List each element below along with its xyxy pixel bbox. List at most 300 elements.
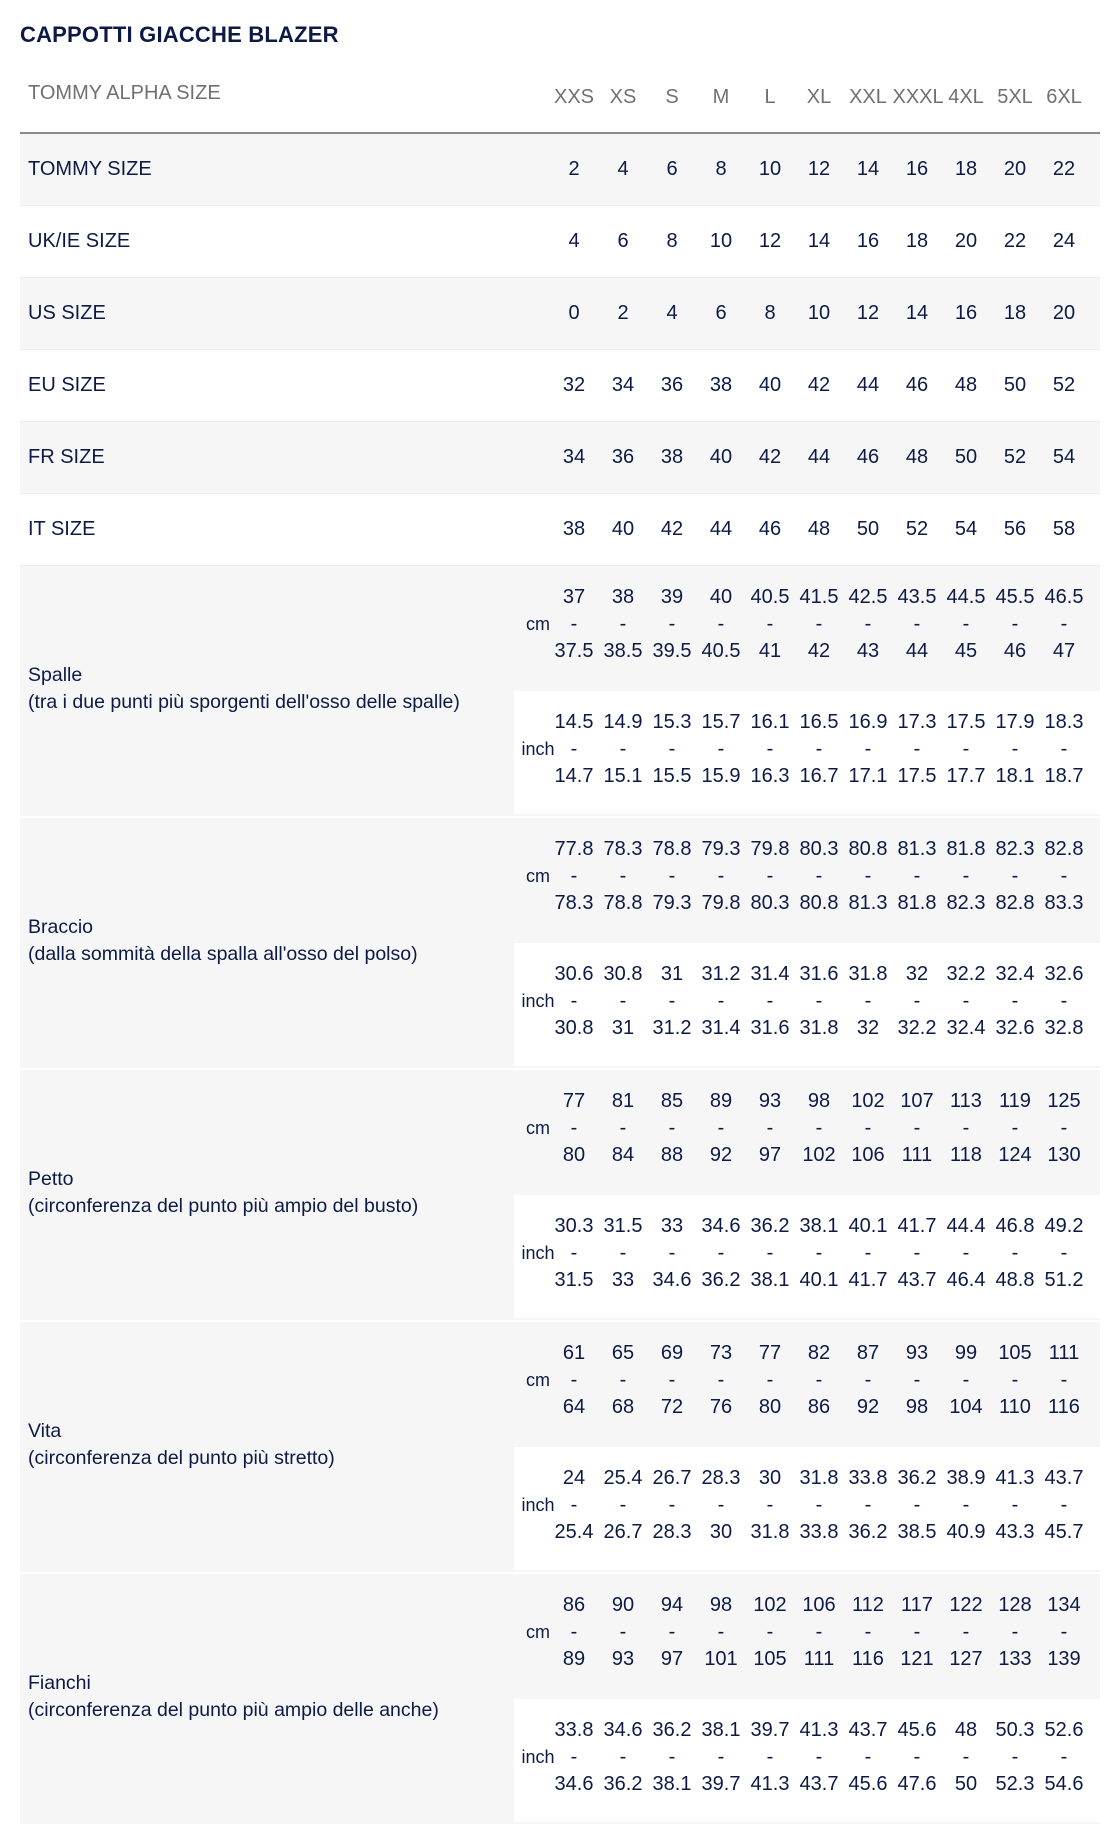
range-from: 33: [660, 1215, 684, 1237]
range-to: 17.5: [897, 765, 937, 787]
range-dash: -: [815, 865, 823, 887]
range-dash: -: [815, 738, 823, 760]
unit-label: cm: [526, 1118, 550, 1138]
range-cell: [795, 1465, 844, 1546]
range-from: 31.4: [750, 963, 790, 985]
range-cell: [648, 709, 697, 790]
range-from: 87: [856, 1342, 880, 1364]
range-to: 14.7: [554, 765, 594, 787]
size-cell: 16: [856, 230, 880, 252]
size-cell: 52: [1003, 446, 1027, 468]
range-to: 86: [807, 1396, 831, 1418]
size-cell: 46: [758, 518, 782, 540]
range-dash: -: [1011, 1494, 1019, 1516]
range-to: 64: [562, 1396, 586, 1418]
range-dash: -: [717, 1494, 725, 1516]
size-header-row: [20, 56, 1100, 135]
range-dash: -: [815, 1621, 823, 1643]
range-cell: [893, 584, 942, 665]
range-cell: [893, 1340, 942, 1421]
range-cell: [991, 1717, 1040, 1798]
range-dash: -: [1060, 1621, 1068, 1643]
range-cell: [648, 1465, 697, 1546]
range-to: 127: [949, 1648, 983, 1670]
size-cell: 16: [954, 302, 978, 324]
range-cell: [795, 1340, 844, 1421]
range-cell: [648, 1088, 697, 1169]
range-from: 32.2: [946, 963, 986, 985]
range-from: 36.2: [652, 1719, 692, 1741]
range-from: 17.5: [946, 711, 986, 733]
size-row: [20, 350, 1100, 422]
range-from: 40.1: [848, 1215, 888, 1237]
range-from: 122: [949, 1594, 983, 1616]
range-to: 133: [998, 1648, 1032, 1670]
range-dash: -: [766, 1242, 774, 1264]
range-from: 38.9: [946, 1467, 986, 1489]
size-cell: 44: [856, 374, 880, 396]
range-from: 79.3: [701, 838, 741, 860]
range-cell: [599, 836, 648, 917]
range-from: 77: [758, 1342, 782, 1364]
range-cell: [599, 1088, 648, 1169]
range-cell: [599, 1465, 648, 1546]
range-to: 41.3: [750, 1773, 790, 1795]
range-to: 83.3: [1044, 892, 1084, 914]
range-from: 42.5: [848, 586, 888, 608]
range-from: 46.5: [1044, 586, 1084, 608]
range-cell: [893, 1213, 942, 1294]
range-to: 124: [998, 1144, 1032, 1166]
range-dash: -: [717, 1117, 725, 1139]
range-from: 32.4: [995, 963, 1035, 985]
range-to: 16.7: [799, 765, 839, 787]
range-from: 31: [660, 963, 684, 985]
measurement-block: [20, 566, 1100, 816]
range-to: 79.8: [701, 892, 741, 914]
range-dash: -: [815, 613, 823, 635]
range-to: 139: [1047, 1648, 1081, 1670]
range-to: 38.1: [750, 1269, 790, 1291]
range-to: 31.8: [799, 1017, 839, 1039]
range-from: 113: [950, 1090, 982, 1112]
range-from: 39.7: [750, 1719, 790, 1741]
range-cell: [697, 709, 746, 790]
range-from: 82.3: [995, 838, 1035, 860]
size-cell: 8: [666, 230, 678, 252]
size-cell: 10: [709, 230, 733, 252]
range-to: 81.3: [848, 892, 888, 914]
range-dash: -: [1060, 865, 1068, 887]
range-from: 50.3: [995, 1719, 1035, 1741]
size-cell: 34: [611, 374, 635, 396]
range-from: 18.3: [1044, 711, 1084, 733]
unit-label: inch: [521, 1243, 555, 1263]
range-from: 44.4: [946, 1215, 986, 1237]
range-cell: [550, 1717, 599, 1798]
range-dash: -: [815, 990, 823, 1012]
range-cell: [795, 1088, 844, 1169]
range-cell: [746, 1465, 795, 1546]
range-cell: [550, 1088, 599, 1169]
range-from: 82.8: [1044, 838, 1084, 860]
range-cell: [697, 1717, 746, 1798]
range-dash: -: [913, 990, 921, 1012]
range-to: 17.7: [946, 765, 986, 787]
range-from: 25.4: [603, 1467, 643, 1489]
range-to: 25.4: [554, 1521, 594, 1543]
range-to: 15.1: [603, 765, 643, 787]
range-dash: -: [1011, 613, 1019, 635]
range-to: 41: [758, 640, 782, 662]
range-from: 111: [1048, 1342, 1080, 1364]
range-from: 117: [901, 1594, 933, 1616]
range-cell: [991, 1088, 1040, 1169]
range-dash: -: [668, 865, 676, 887]
range-cell: [844, 584, 893, 665]
range-dash: -: [864, 1242, 872, 1264]
range-dash: -: [570, 1369, 578, 1391]
range-to: 80: [758, 1396, 782, 1418]
size-cell: 6: [715, 302, 727, 324]
range-to: 76: [709, 1396, 733, 1418]
range-dash: -: [766, 1369, 774, 1391]
range-dash: -: [1011, 865, 1019, 887]
size-cell: 36: [611, 446, 635, 468]
range-cell: [991, 709, 1040, 790]
unit-label: cm: [526, 866, 550, 886]
range-dash: -: [962, 1117, 970, 1139]
range-from: 81.8: [946, 838, 986, 860]
range-to: 36.2: [848, 1521, 888, 1543]
unit-row-inch: [514, 943, 1100, 1066]
range-dash: -: [815, 1746, 823, 1768]
range-from: 98: [709, 1594, 733, 1616]
range-dash: -: [1060, 738, 1068, 760]
range-to: 98: [905, 1396, 929, 1418]
range-to: 32.6: [995, 1017, 1035, 1039]
range-to: 97: [660, 1648, 684, 1670]
range-dash: -: [913, 613, 921, 635]
range-dash: -: [864, 1494, 872, 1516]
range-dash: -: [1011, 1369, 1019, 1391]
range-from: 37: [562, 586, 586, 608]
range-to: 36.2: [701, 1269, 741, 1291]
range-to: 38.5: [603, 640, 643, 662]
range-dash: -: [962, 613, 970, 635]
range-cell: [942, 1717, 991, 1798]
row-label: EU SIZE: [28, 374, 106, 396]
range-to: 82.8: [995, 892, 1035, 914]
range-to: 34.6: [554, 1773, 594, 1795]
range-dash: -: [864, 865, 872, 887]
range-to: 17.1: [848, 765, 888, 787]
range-to: 38.1: [652, 1773, 692, 1795]
measurement-label: [28, 914, 508, 968]
header-size-6xl: 6XL: [1046, 86, 1082, 108]
range-from: 38.1: [701, 1719, 741, 1741]
range-dash: -: [717, 990, 725, 1012]
range-to: 32: [856, 1017, 880, 1039]
range-from: 31.2: [701, 963, 741, 985]
range-from: 102: [851, 1090, 885, 1112]
range-cell: [844, 961, 893, 1042]
unit-label: cm: [526, 1370, 550, 1390]
range-from: 33.8: [554, 1719, 594, 1741]
range-cell: [844, 1592, 893, 1673]
range-dash: -: [766, 1746, 774, 1768]
range-cell: [550, 961, 599, 1042]
range-cell: [648, 1340, 697, 1421]
range-to: 43.3: [995, 1521, 1035, 1543]
range-to: 33: [611, 1269, 635, 1291]
range-dash: -: [619, 1242, 627, 1264]
measurement-block: [20, 1322, 1100, 1572]
range-dash: -: [962, 865, 970, 887]
size-cell: 32: [562, 374, 586, 396]
range-from: 43.7: [1044, 1467, 1084, 1489]
range-dash: -: [619, 865, 627, 887]
range-dash: -: [766, 613, 774, 635]
size-row: [20, 494, 1100, 566]
range-from: 31.6: [799, 963, 839, 985]
range-from: 86: [562, 1594, 586, 1616]
range-from: 52.6: [1044, 1719, 1084, 1741]
range-to: 78.3: [554, 892, 594, 914]
range-to: 31.4: [701, 1017, 741, 1039]
range-dash: -: [864, 738, 872, 760]
unit-row-cm: [514, 1322, 1100, 1445]
header-size-l: L: [764, 86, 776, 108]
size-cell: 50: [1003, 374, 1027, 396]
range-to: 50: [954, 1773, 978, 1795]
range-dash: -: [570, 738, 578, 760]
range-from: 107: [900, 1090, 934, 1112]
size-cell: 18: [954, 158, 978, 180]
range-dash: -: [766, 865, 774, 887]
measurement-description: (circonferenza del punto più stretto): [28, 1447, 335, 1469]
size-cell: 2: [617, 302, 629, 324]
range-from: 46.8: [995, 1215, 1035, 1237]
range-dash: -: [570, 865, 578, 887]
unit-label: inch: [521, 1495, 555, 1515]
range-dash: -: [668, 1746, 676, 1768]
row-label: FR SIZE: [28, 446, 105, 468]
range-from: 93: [758, 1090, 782, 1112]
range-to: 30: [709, 1521, 733, 1543]
size-cell: 38: [660, 446, 684, 468]
range-from: 31.5: [603, 1215, 643, 1237]
range-cell: [942, 1592, 991, 1673]
size-cell: 2: [568, 158, 580, 180]
unit-row-inch: [514, 1195, 1100, 1318]
header-size-xxl: XXL: [849, 86, 887, 108]
range-to: 33.8: [799, 1521, 839, 1543]
range-to: 51.2: [1044, 1269, 1084, 1291]
range-dash: -: [619, 990, 627, 1012]
range-cell: [746, 961, 795, 1042]
range-cell: [1040, 1717, 1089, 1798]
range-cell: [893, 1592, 942, 1673]
range-to: 18.1: [995, 765, 1035, 787]
range-from: 14.9: [603, 711, 643, 733]
range-from: 49.2: [1044, 1215, 1084, 1237]
header-size-xxxl: XXXL: [892, 86, 944, 108]
range-from: 105: [998, 1342, 1032, 1364]
range-cell: [599, 584, 648, 665]
range-cell: [844, 709, 893, 790]
range-dash: -: [962, 1369, 970, 1391]
range-dash: -: [962, 1621, 970, 1643]
header-label: TOMMY ALPHA SIZE: [28, 82, 221, 104]
range-from: 24: [562, 1467, 586, 1489]
size-cell: 0: [568, 302, 580, 324]
unit-label: inch: [521, 739, 555, 759]
unit-row-inch: [514, 691, 1100, 814]
size-cell: 44: [709, 518, 733, 540]
range-dash: -: [913, 1746, 921, 1768]
header-size-4xl: 4XL: [948, 86, 984, 108]
range-cell: [844, 836, 893, 917]
range-cell: [893, 836, 942, 917]
size-cell: 58: [1052, 518, 1076, 540]
range-from: 102: [753, 1594, 787, 1616]
range-from: 36.2: [750, 1215, 790, 1237]
range-from: 30.3: [554, 1215, 594, 1237]
range-to: 46.4: [946, 1269, 986, 1291]
range-cell: [942, 1340, 991, 1421]
range-to: 97: [758, 1144, 782, 1166]
range-cell: [550, 1213, 599, 1294]
range-dash: -: [815, 1117, 823, 1139]
range-dash: -: [619, 738, 627, 760]
range-to: 39.7: [701, 1773, 741, 1795]
size-cell: 42: [807, 374, 831, 396]
range-cell: [991, 1213, 1040, 1294]
range-cell: [550, 1465, 599, 1546]
size-cell: 8: [715, 158, 727, 180]
range-cell: [893, 709, 942, 790]
size-cell: 20: [1003, 158, 1027, 180]
range-cell: [550, 836, 599, 917]
row-label: TOMMY SIZE: [28, 158, 152, 180]
range-dash: -: [913, 1117, 921, 1139]
range-cell: [893, 1717, 942, 1798]
size-cell: 36: [660, 374, 684, 396]
size-cell: 22: [1003, 230, 1027, 252]
range-cell: [942, 1465, 991, 1546]
range-to: 44: [905, 640, 929, 662]
range-dash: -: [962, 990, 970, 1012]
range-from: 26.7: [652, 1467, 692, 1489]
range-dash: -: [766, 1494, 774, 1516]
range-from: 106: [802, 1594, 836, 1616]
page-title: CAPPOTTI GIACCHE BLAZER: [20, 22, 339, 47]
range-cell: [1040, 961, 1089, 1042]
range-to: 16.3: [750, 765, 790, 787]
row-label: UK/IE SIZE: [28, 230, 131, 252]
range-to: 105: [753, 1648, 787, 1670]
range-dash: -: [619, 1494, 627, 1516]
range-to: 45: [954, 640, 978, 662]
range-cell: [795, 584, 844, 665]
measurement-name: Vita: [28, 1420, 62, 1442]
range-cell: [893, 1088, 942, 1169]
size-cell: 20: [1052, 302, 1076, 324]
range-cell: [746, 1340, 795, 1421]
range-dash: -: [1060, 613, 1068, 635]
range-cell: [991, 836, 1040, 917]
range-dash: -: [717, 1621, 725, 1643]
size-cell: 18: [905, 230, 929, 252]
unit-label: cm: [526, 1622, 550, 1642]
range-cell: [746, 1717, 795, 1798]
measurement-block: [20, 1574, 1100, 1824]
range-dash: -: [1060, 1746, 1068, 1768]
range-from: 41.3: [799, 1719, 839, 1741]
range-dash: -: [668, 1242, 676, 1264]
range-cell: [991, 584, 1040, 665]
range-to: 31.2: [652, 1017, 692, 1039]
range-cell: [942, 709, 991, 790]
range-cell: [648, 1717, 697, 1798]
range-dash: -: [962, 1494, 970, 1516]
size-cell: 52: [1052, 374, 1076, 396]
range-cell: [697, 1592, 746, 1673]
range-to: 79.3: [652, 892, 692, 914]
range-to: 38.5: [897, 1521, 937, 1543]
range-from: 32.6: [1044, 963, 1084, 985]
size-cell: 52: [905, 518, 929, 540]
range-dash: -: [1060, 990, 1068, 1012]
range-cell: [550, 1592, 599, 1673]
range-dash: -: [717, 738, 725, 760]
unit-label: inch: [521, 1747, 555, 1767]
size-cell: 46: [856, 446, 880, 468]
range-to: 40.1: [799, 1269, 839, 1291]
range-cell: [1040, 1465, 1089, 1546]
range-to: 80: [562, 1144, 586, 1166]
range-dash: -: [717, 1369, 725, 1391]
range-dash: -: [815, 1369, 823, 1391]
range-to: 41.7: [848, 1269, 888, 1291]
range-to: 15.5: [652, 765, 692, 787]
range-to: 43.7: [799, 1773, 839, 1795]
range-from: 69: [660, 1342, 684, 1364]
range-to: 130: [1047, 1144, 1081, 1166]
range-dash: -: [570, 1117, 578, 1139]
range-to: 48.8: [995, 1269, 1035, 1291]
range-cell: [795, 709, 844, 790]
range-dash: -: [962, 738, 970, 760]
range-from: 80.3: [799, 838, 839, 860]
unit-row-inch: [514, 1699, 1100, 1822]
range-cell: [697, 836, 746, 917]
range-from: 94: [660, 1594, 684, 1616]
size-row: [20, 278, 1100, 350]
range-from: 14.5: [554, 711, 594, 733]
range-cell: [1040, 1088, 1089, 1169]
range-dash: -: [1011, 1242, 1019, 1264]
range-to: 43: [856, 640, 880, 662]
size-cell: 54: [1052, 446, 1076, 468]
unit-row-cm: [514, 818, 1100, 941]
range-to: 40.5: [701, 640, 741, 662]
size-cell: 56: [1003, 518, 1027, 540]
range-from: 41.3: [995, 1467, 1035, 1489]
range-from: 43.5: [897, 586, 937, 608]
range-dash: -: [864, 1621, 872, 1643]
